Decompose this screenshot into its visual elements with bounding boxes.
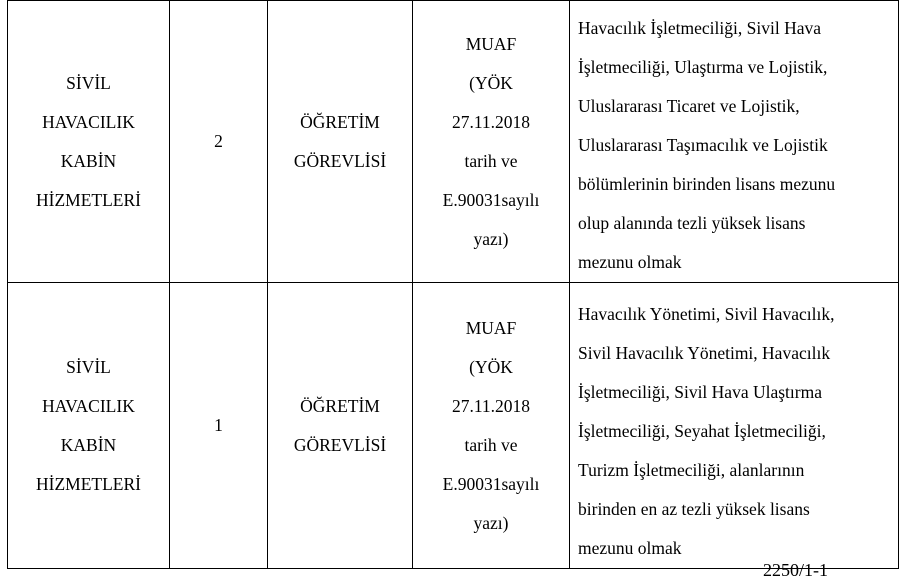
- exam-line: tarih ve: [464, 434, 518, 455]
- requirement-line: bölümlerinin birinden lisans mezunu: [578, 174, 836, 194]
- requirement-line: Turizm İşletmeciliği, alanlarının: [578, 460, 805, 480]
- requirement-line: İşletmeciliği, Seyahat İşletmeciliği,: [578, 421, 826, 441]
- exam-line: 27.11.2018: [451, 111, 531, 132]
- requirement-line: olup alanında tezli yüksek lisans: [578, 213, 806, 233]
- requirement-line: İşletmeciliği, Ulaştırma ve Lojistik,: [578, 57, 828, 77]
- exam-line: yazı): [473, 228, 509, 249]
- count-cell: [170, 1, 268, 283]
- program-line: HAVACILIK: [42, 111, 135, 132]
- requirement-line: Uluslararası Taşımacılık ve Lojistik: [578, 135, 828, 155]
- requirements-cell: [570, 1, 899, 283]
- exam-line: (YÖK: [469, 356, 513, 377]
- requirement-line: mezunu olmak: [578, 538, 682, 558]
- requirement-line: birinden en az tezli yüksek lisans: [578, 499, 810, 519]
- program-cell: [8, 1, 170, 283]
- exam-line: tarih ve: [464, 150, 518, 171]
- requirements-cell: [570, 283, 899, 569]
- title-cell: [268, 283, 413, 569]
- requirement-line: Havacılık Yönetimi, Sivil Havacılık,: [578, 304, 835, 324]
- count-cell: [170, 283, 268, 569]
- exam-line: yazı): [473, 512, 509, 533]
- exam-line: E.90031sayılı: [442, 189, 540, 210]
- title-cell: [268, 1, 413, 283]
- program-cell: [8, 283, 170, 569]
- positions-table: [7, 0, 899, 569]
- program-line: KABİN: [60, 150, 117, 171]
- requirement-line: mezunu olmak: [578, 252, 682, 272]
- requirement-line: İşletmeciliği, Sivil Hava Ulaştırma: [578, 382, 822, 402]
- exam-line: MUAF: [465, 33, 517, 54]
- title-line: ÖĞRETİM: [300, 111, 380, 132]
- exam-line: (YÖK: [469, 72, 513, 93]
- exam-cell: [413, 283, 570, 569]
- exam-line: 27.11.2018: [451, 395, 531, 416]
- program-line: SİVİL: [66, 356, 111, 377]
- program-line: HİZMETLERİ: [36, 189, 141, 210]
- exam-cell: [413, 1, 570, 283]
- exam-line: MUAF: [465, 317, 517, 338]
- program-line: SİVİL: [66, 72, 111, 93]
- program-line: KABİN: [60, 434, 117, 455]
- document-code: 2250/1-1: [763, 560, 828, 580]
- title-line: GÖREVLİSİ: [293, 434, 387, 455]
- program-line: HAVACILIK: [42, 395, 135, 416]
- table-row: [8, 283, 899, 569]
- requirement-line: Sivil Havacılık Yönetimi, Havacılık: [578, 343, 831, 363]
- requirement-line: Uluslararası Ticaret ve Lojistik,: [578, 96, 800, 116]
- title-line: ÖĞRETİM: [300, 395, 380, 416]
- table-row: [8, 1, 899, 283]
- position-count: 2: [214, 131, 223, 151]
- title-line: GÖREVLİSİ: [293, 150, 387, 171]
- position-count: 1: [214, 415, 223, 435]
- exam-line: E.90031sayılı: [442, 473, 540, 494]
- requirement-line: Havacılık İşletmeciliği, Sivil Hava: [578, 18, 821, 38]
- program-line: HİZMETLERİ: [36, 473, 141, 494]
